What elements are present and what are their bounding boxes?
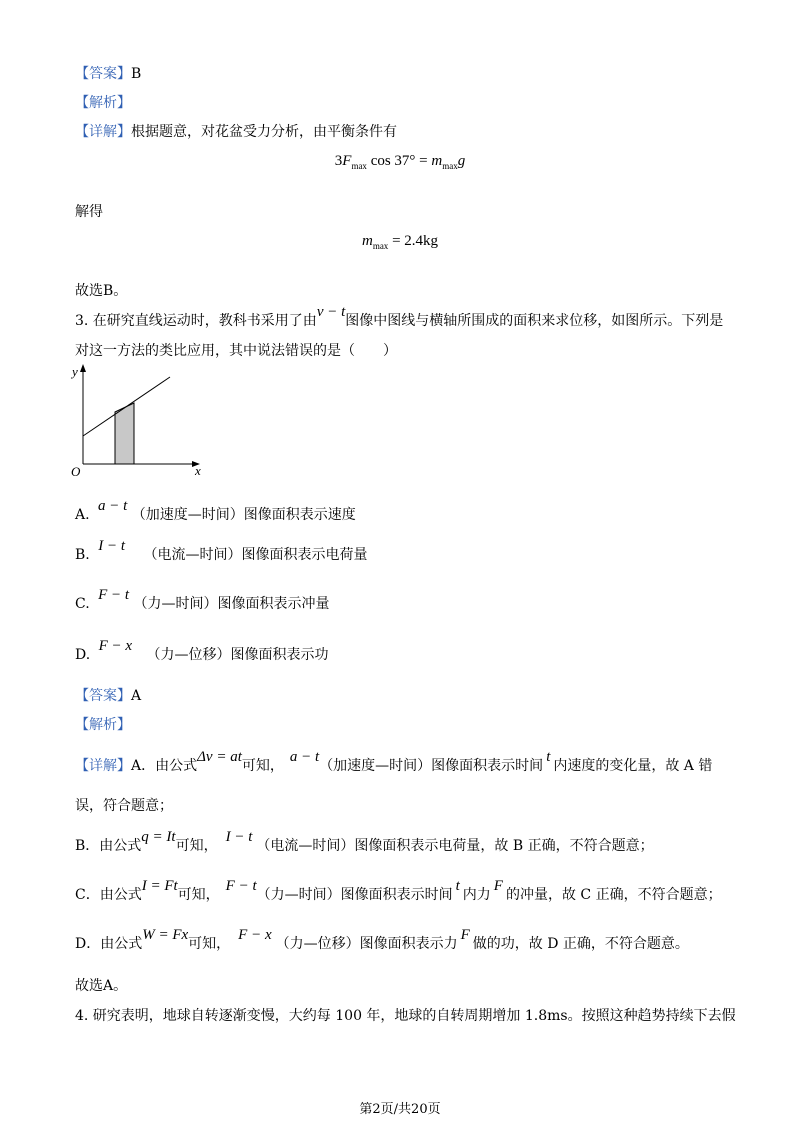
text: （力—时间）图像面积表示时间 [256, 887, 453, 903]
formula: I − t [225, 829, 253, 845]
option-text: （加速度—时间）图像面积表示速度 [131, 507, 356, 523]
equation-1: $3F_{max}$ $\cos 37^\circ = m_{max}g$ [334, 153, 466, 171]
detail-tag: 【详解】 [75, 124, 131, 140]
stem-text-a: 3. 在研究直线运动时，教科书采用了由 [75, 313, 317, 329]
detail-line-q2 [75, 122, 397, 142]
question-3-stem-1 [75, 304, 724, 331]
detail-line-a2: 误，符合题意； [75, 798, 173, 814]
question-3-stem-2: 对这一方法的类比应用，其中说法错误的是（ ） [75, 343, 397, 359]
option-letter: C. [75, 596, 90, 612]
solve-text: 解得 [75, 204, 103, 220]
formula: a − t [289, 749, 320, 765]
text: 可知， [177, 887, 220, 903]
detail-line-d [75, 927, 689, 954]
formula: W = Fx [142, 927, 189, 943]
formula: F − t [225, 878, 257, 894]
option-letter: A. [75, 507, 90, 523]
text: 可知， [241, 758, 284, 774]
area-graph [68, 362, 208, 480]
text: （加速度—时间）图像面积表示时间 [319, 758, 544, 774]
option-math: a − t [98, 498, 128, 514]
formula: t [546, 749, 551, 765]
formula: I = Ft [141, 878, 178, 894]
equation-2: $m_{max} = 2.4kg$ [361, 233, 439, 251]
text: B．由公式 [75, 838, 142, 854]
formula: Δv = at [197, 749, 242, 765]
text: （电流—时间）图像面积表示电荷量，故 B 正确，不符合题意； [256, 838, 654, 854]
option-c[interactable] [75, 587, 330, 614]
x-axis-label: x [195, 463, 201, 478]
stem-math-vt: v − t [316, 304, 346, 320]
choose-q2: 故选B。 [75, 283, 128, 299]
text: （力—位移）图像面积表示力 [275, 936, 458, 952]
formula: F − x [238, 927, 272, 943]
text: C．由公式 [75, 887, 142, 903]
origin-label: O [71, 464, 81, 479]
option-letter: D. [75, 647, 91, 663]
detail-tag: 【详解】 [75, 758, 131, 774]
answer-value: A [131, 688, 142, 704]
option-b[interactable] [75, 538, 368, 565]
answer-tag: 【答案】 [75, 66, 131, 82]
formula: F [493, 878, 503, 894]
formula: F [460, 927, 470, 943]
stem-text-b: 图像中图线与横轴所围成的面积来求位移，如图所示。下列是 [345, 313, 724, 329]
analysis-tag: 【解析】 [75, 95, 131, 111]
formula: t [455, 878, 460, 894]
detail-line-a [75, 749, 713, 776]
option-text: （力—位移）图像面积表示功 [146, 647, 329, 663]
option-text: （力—时间）图像面积表示冲量 [133, 596, 330, 612]
detail-line-b [75, 829, 654, 856]
text: D．由公式 [75, 936, 143, 952]
y-axis-label: y [72, 364, 78, 379]
option-math: F − x [98, 638, 133, 654]
question-4-stem: 4. 研究表明，地球自转逐渐变慢，大约每 100 年，地球的自转周期增加 1.8ms。按照这种趋势持续下去假 [75, 1008, 736, 1024]
choose-q3: 故选A。 [75, 978, 128, 994]
text: A．由公式 [131, 758, 198, 774]
option-a[interactable] [75, 498, 356, 525]
analysis-tag: 【解析】 [75, 717, 131, 733]
answer-line-q2 [75, 64, 141, 84]
answer-line-q3 [75, 686, 141, 706]
option-d[interactable] [75, 638, 329, 665]
option-math: F − t [98, 587, 130, 603]
answer-value: B [131, 66, 142, 82]
formula: q = It [141, 829, 176, 845]
text: 内力 [462, 887, 491, 903]
option-letter: B. [75, 547, 90, 563]
y-axis-arrow [80, 364, 86, 372]
detail-text: 根据题意，对花盆受力分析，由平衡条件有 [131, 124, 397, 140]
detail-line-c [75, 878, 722, 905]
text: 可知， [175, 838, 218, 854]
text: 内速度的变化量，故 A 错 [553, 758, 713, 774]
option-math: I − t [98, 538, 125, 554]
text: 的冲量，故 C 正确，不符合题意； [505, 887, 722, 903]
text: 可知， [188, 936, 231, 952]
answer-tag: 【答案】 [75, 688, 131, 704]
text: 做的功，故 D 正确，不符合题意。 [472, 936, 689, 952]
page-footer: 第2页/共20页 [359, 1102, 441, 1117]
option-text: （电流—时间）图像面积表示电荷量 [143, 547, 368, 563]
